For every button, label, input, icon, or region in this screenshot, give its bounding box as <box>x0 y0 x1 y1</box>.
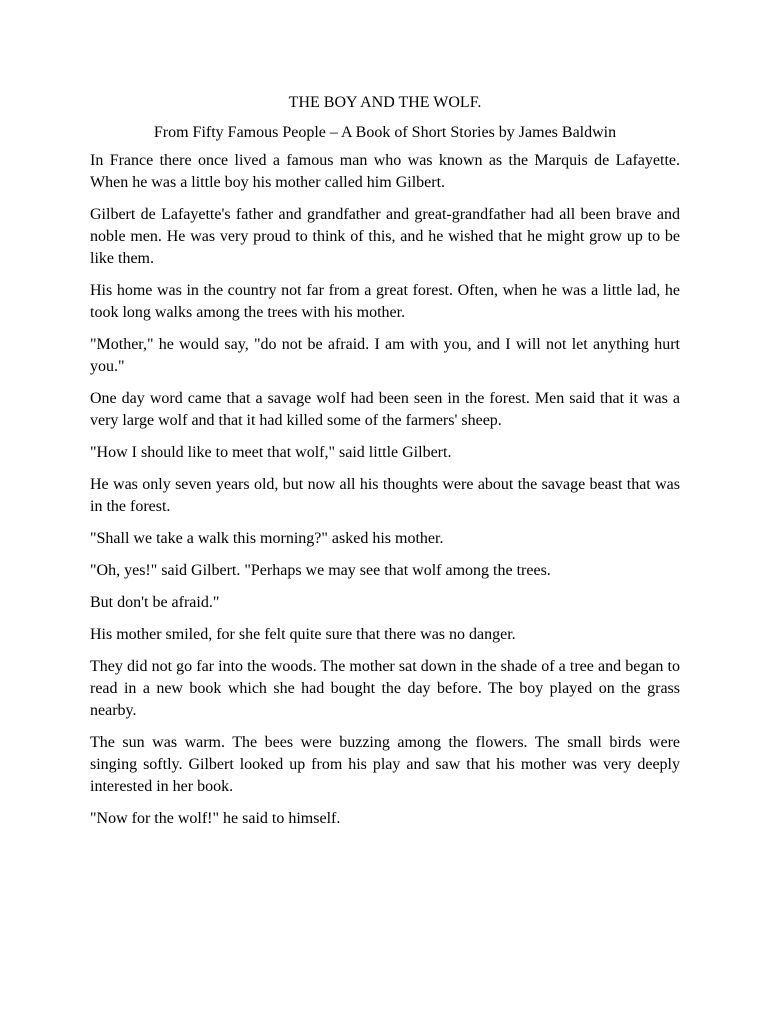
paragraph: He was only seven years old, but now all his thoughts were about the savage beast that was in the forest. <box>90 476 680 515</box>
paragraph: "Oh, yes!" said Gilbert. "Perhaps we may see that wolf among the trees. <box>90 562 551 579</box>
paragraph: But don't be afraid." <box>90 594 220 611</box>
paragraph: "How I should like to meet that wolf," said little Gilbert. <box>90 444 452 461</box>
paragraph: "Shall we take a walk this morning?" asked his mother. <box>90 530 444 547</box>
paragraph: The sun was warm. The bees were buzzing among the flowers. The small birds were singing softly. Gilbert looked up from his play and saw that his mother was very deeply interested in her book. <box>90 734 680 795</box>
document-page <box>90 92 680 840</box>
paragraph: Gilbert de Lafayette's father and grandfather and great-grandfather had all been brave and noble men. He was very proud to think of this, and he wished that he might grow up to be like them. <box>90 206 680 267</box>
paragraph: His mother smiled, for she felt quite sure that there was no danger. <box>90 626 516 643</box>
paragraph: One day word came that a savage wolf had been seen in the forest. Men said that it was a very large wolf and that it had killed some of the farmers' sheep. <box>90 390 680 429</box>
paragraph: "Mother," he would say, "do not be afraid. I am with you, and I will not let anything hurt you." <box>90 336 680 375</box>
paragraph: His home was in the country not far from a great forest. Often, when he was a little lad, he took long walks among the trees with his mother. <box>90 282 680 321</box>
paragraph: In France there once lived a famous man who was known as the Marquis de Lafayette. When he was a little boy his mother called him Gilbert. <box>90 152 680 191</box>
story-title: THE BOY AND THE WOLF. <box>288 94 482 111</box>
paragraph: "Now for the wolf!" he said to himself. <box>90 810 341 827</box>
story-subtitle: From Fifty Famous People – A Book of Short Stories by James Baldwin <box>153 124 617 141</box>
paragraph: They did not go far into the woods. The mother sat down in the shade of a tree and began to read in a new book which she had bought the day before. The boy played on the grass nearby. <box>90 658 680 719</box>
